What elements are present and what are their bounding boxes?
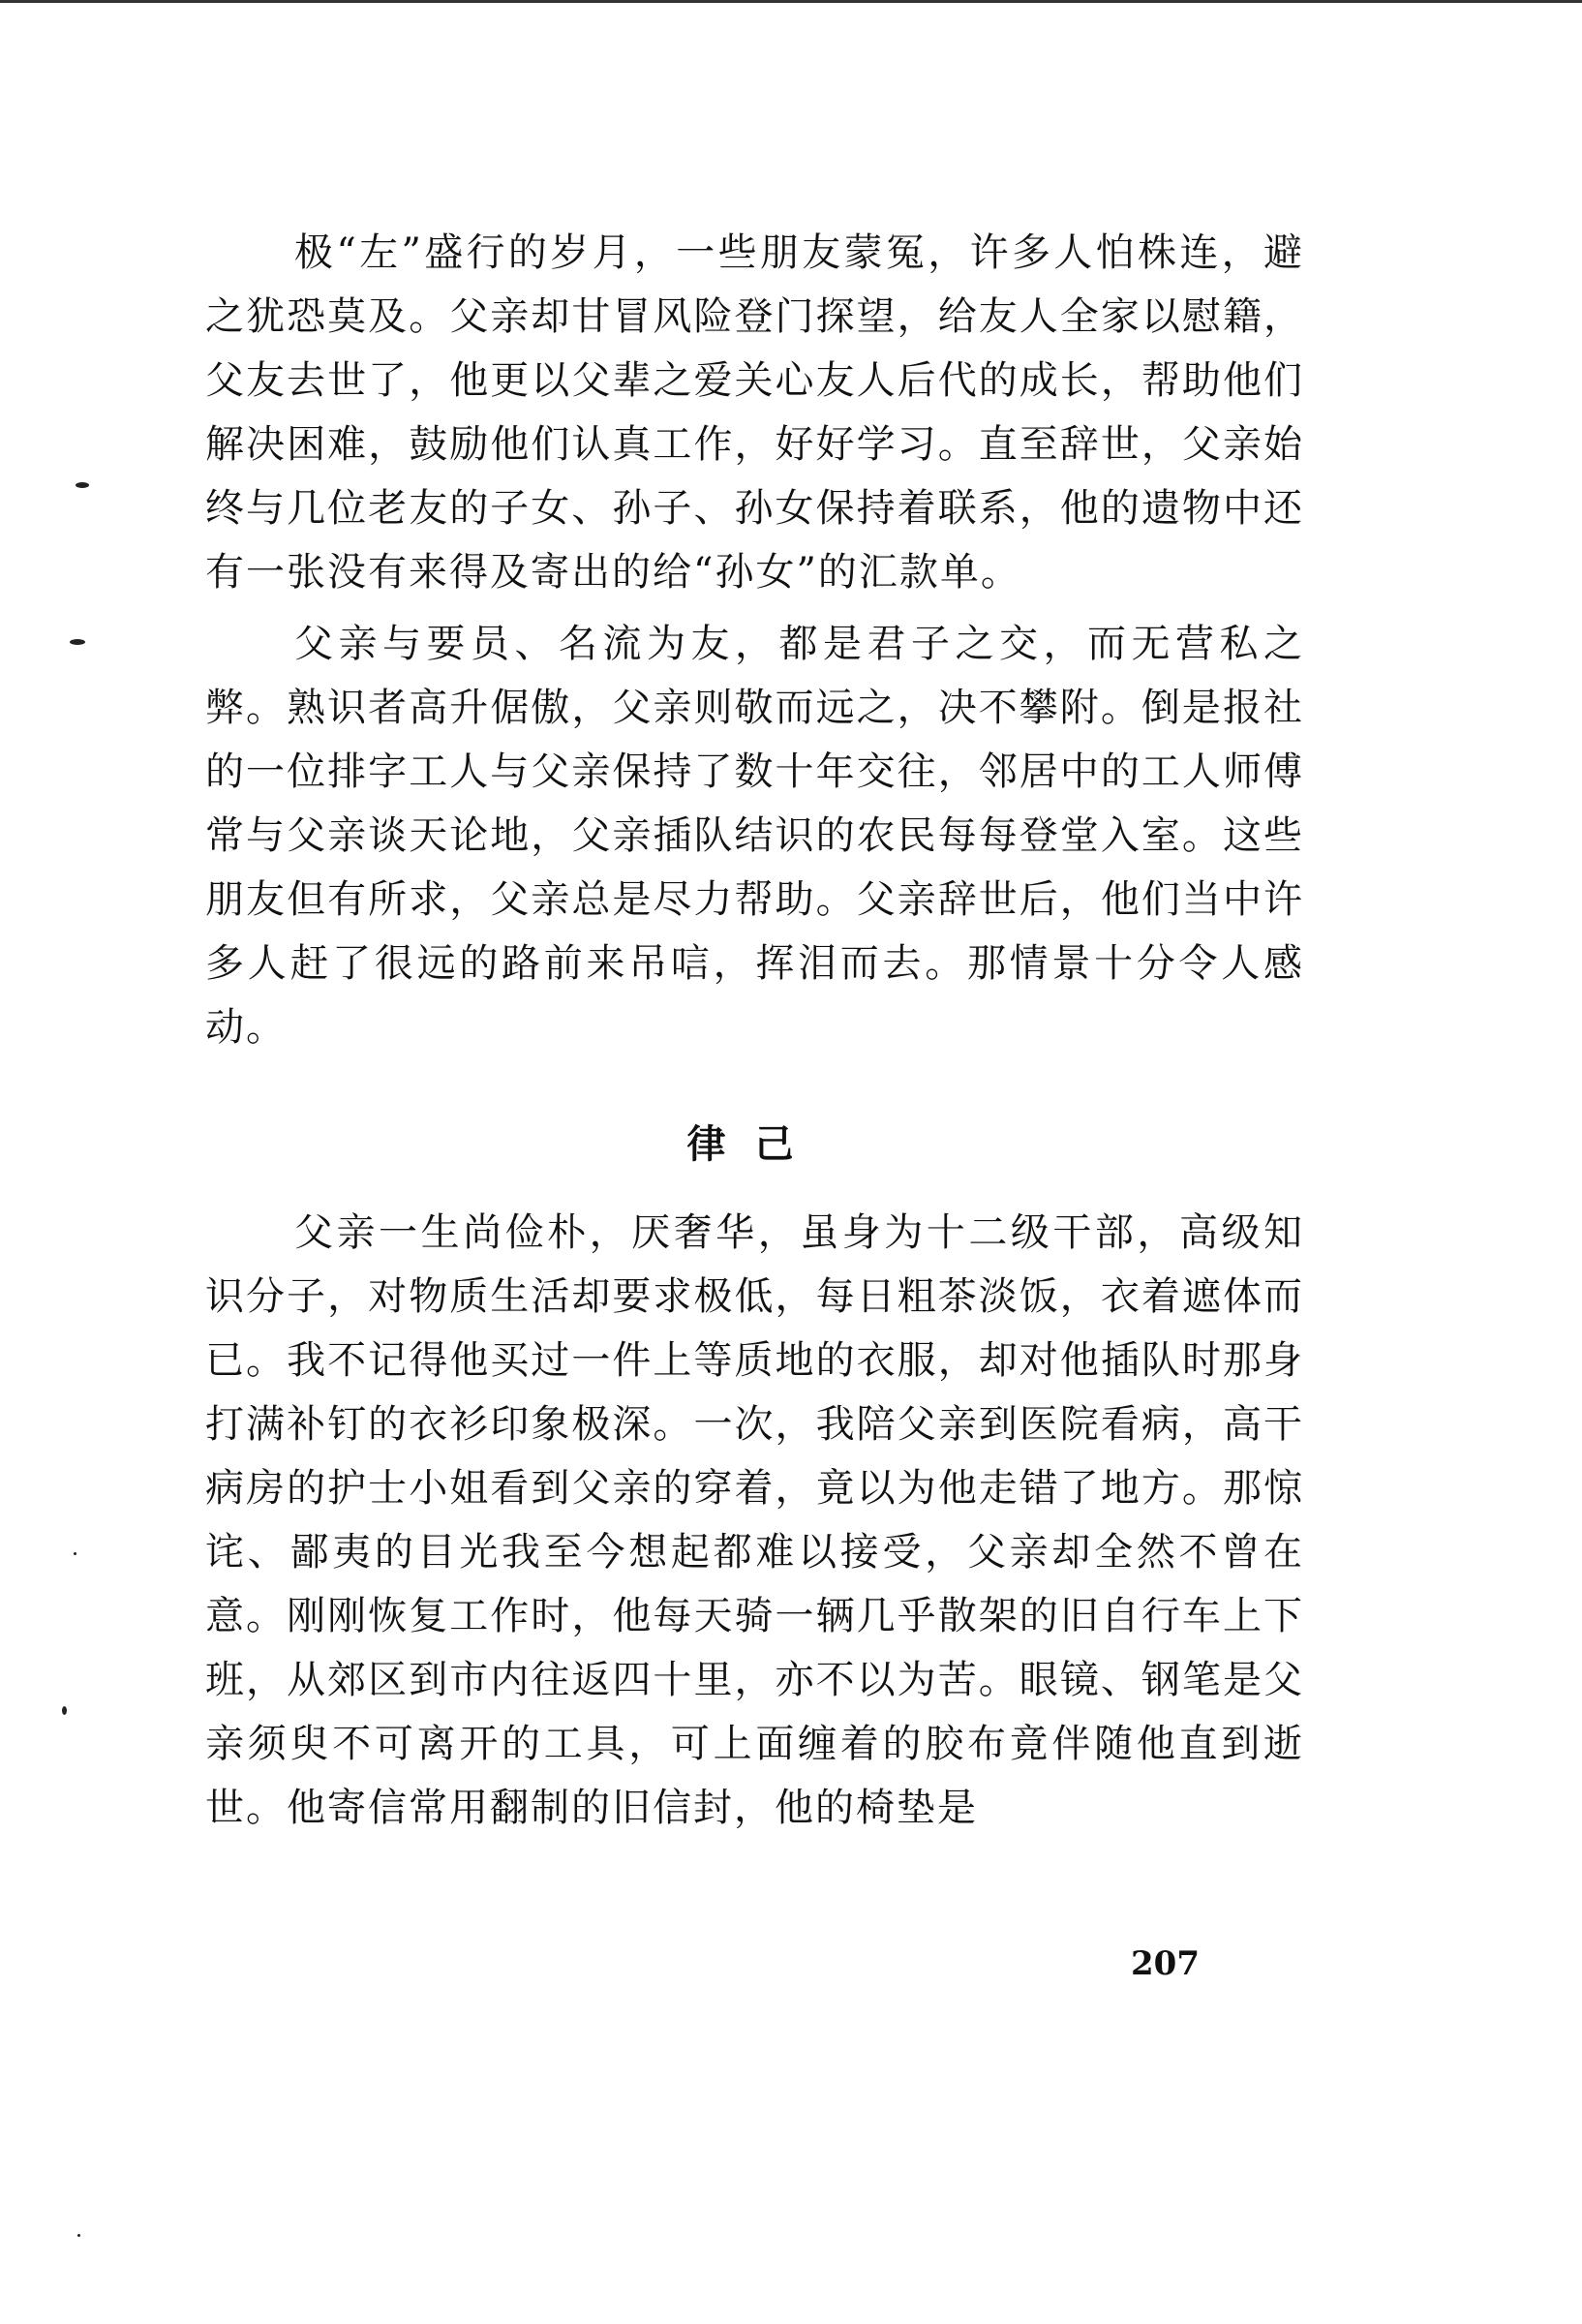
scan-speck: [76, 482, 89, 488]
paragraph: 父亲与要员、名流为友，都是君子之交，而无营私之弊。熟识者高升倨傲，父亲则敬而远之，决不攀附。倒是报社的一位排字工人与父亲保持了数十年交往，邻居中的工人师傅常与父亲谈天论地，父亲插队结识的农民每每登堂入室。这些朋友但有所求，父亲总是尽力帮助。父亲辞世后，他们当中许多人赶了很远的路前来吊唁，挥泪而去。那情景十分令人感动。: [205, 622, 1304, 1050]
paragraph: 父亲一生尚俭朴，厌奢华，虽身为十二级干部，高级知识分子，对物质生活却要求极低，每日粗茶淡饭，衣着遮体而已。我不记得他买过一件上等质地的衣服，却对他插队时那身打满补钉的衣衫印象极深。一次，我陪父亲到医院看病，高干病房的护士小姐看到父亲的穿着，竟以为他走错了地方。那惊诧、鄙夷的目光我至今想起都难以接受，父亲却全然不曾在意。刚刚恢复工作时，他每天骑一辆几乎散架的旧自行车上下班，从郊区到市内往返四十里，亦不以为苦。眼镜、钢笔是父亲须臾不可离开的工具，可上面缠着的胶布竟伴随他直到逝世。他寄信常用翻制的旧信封，他的椅垫是: [205, 1210, 1304, 1830]
scan-speck: [77, 2234, 80, 2237]
page-number: 207: [1131, 1944, 1200, 1983]
section-title: 律己: [686, 1122, 823, 1167]
scan-speck: [70, 639, 85, 645]
paragraph: 极“左”盛行的岁月，一些朋友蒙冤，许多人怕株连，避之犹恐莫及。父亲却甘冒风险登门探望，给友人全家以慰籍，父友去世了，他更以父辈之爱关心友人后代的成长，帮助他们解决困难，鼓励他们认真工作，好好学习。直至辞世，父亲始终与几位老友的子女、孙子、孙女保持着联系，他的遗物中还有一张没有来得及寄出的给“孙女”的汇款单。: [205, 230, 1304, 595]
page-body: [205, 221, 1304, 1840]
page-top-edge: [0, 0, 1582, 3]
scan-speck: [74, 1552, 76, 1555]
scan-speck: [62, 1706, 67, 1715]
